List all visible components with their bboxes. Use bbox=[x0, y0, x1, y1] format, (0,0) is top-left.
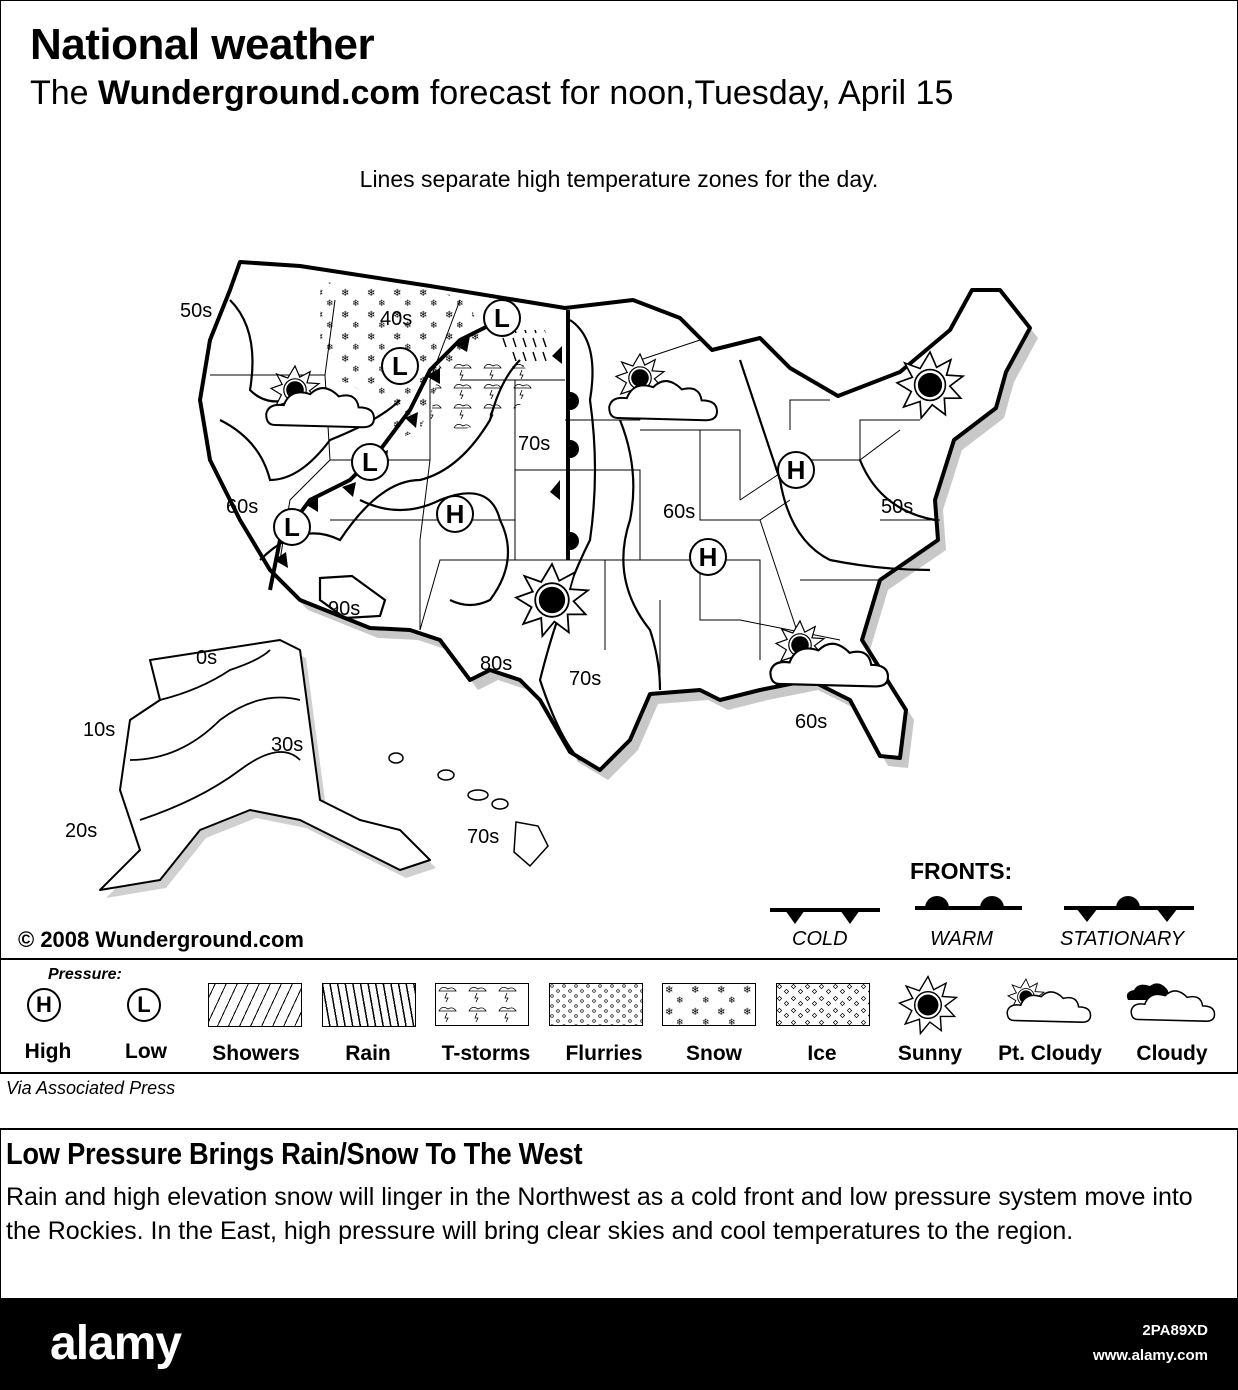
alaska-outline bbox=[100, 640, 430, 890]
svg-text:L: L bbox=[362, 447, 378, 477]
alamy-url: www.alamy.com bbox=[1092, 1347, 1208, 1364]
temperature-zone-label: 20s bbox=[65, 820, 98, 842]
svg-text:H: H bbox=[786, 455, 806, 485]
t-storms-swatch bbox=[435, 983, 530, 1027]
story-headline: Low Pressure Brings Rain/Snow To The West bbox=[6, 1136, 583, 1171]
temperature-zone-label: 10s bbox=[83, 719, 116, 741]
temperature-zone-label: 50s bbox=[881, 496, 914, 518]
warm-front-symbol bbox=[915, 896, 1022, 908]
map-caption: Lines separate high temperature zones for the day. bbox=[359, 166, 879, 192]
svg-text:L: L bbox=[392, 351, 408, 381]
temperature-zone-label: 60s bbox=[663, 501, 696, 523]
rain-swatch bbox=[322, 983, 416, 1027]
legend-rain-label: Rain bbox=[345, 1042, 391, 1065]
temperature-zone-label: 70s bbox=[467, 826, 500, 848]
subtitle-brand: Wunderground.com bbox=[98, 74, 421, 112]
cold-front-label: COLD bbox=[792, 928, 848, 950]
low-pressure-marker bbox=[274, 509, 310, 545]
fronts-legend-title: FRONTS: bbox=[910, 858, 1013, 884]
legend-low-label: Low bbox=[125, 1040, 167, 1063]
high-pressure-marker bbox=[437, 496, 473, 532]
temperature-zone-label: 70s bbox=[569, 668, 602, 690]
cold-front-symbol bbox=[770, 910, 880, 924]
ice-swatch bbox=[776, 983, 871, 1027]
pressure-legend-label: Pressure: bbox=[48, 966, 122, 983]
alamy-logo: alamy bbox=[50, 1317, 182, 1370]
image-id: 2PA89XD bbox=[1142, 1322, 1208, 1339]
svg-text:L: L bbox=[284, 512, 300, 542]
page-title: National weather bbox=[30, 20, 375, 69]
cloudy-icon bbox=[1122, 978, 1218, 1034]
low-pressure-marker bbox=[382, 348, 418, 384]
temperature-zone-label: 90s bbox=[328, 598, 361, 620]
low-pressure-marker bbox=[352, 444, 388, 480]
legend-cloudy-label: Cloudy bbox=[1136, 1042, 1208, 1065]
stationary-front-symbol bbox=[1064, 896, 1194, 922]
legend-flurries-label: Flurries bbox=[565, 1042, 643, 1065]
legend-snow-label: Snow bbox=[686, 1042, 742, 1065]
high-pressure-marker bbox=[690, 539, 726, 575]
temperature-zone-label: 70s bbox=[518, 433, 551, 455]
svg-text:H: H bbox=[445, 499, 465, 529]
low-pressure-symbol: L bbox=[127, 988, 161, 1022]
watermark-footer bbox=[0, 1298, 1238, 1390]
temperature-zone-label: 60s bbox=[226, 496, 259, 518]
subtitle-prefix: The bbox=[30, 74, 89, 112]
temperature-zone-label: 60s bbox=[795, 711, 828, 733]
stationary-front-label: STATIONARY bbox=[1060, 928, 1185, 950]
legend-high-label: High bbox=[24, 1040, 72, 1063]
story-body: Rain and high elevation snow will linger in the Northwest as a cold front and low pressure system move into the Rockies. In the East, high pressure will bring clear skies and cool temperatures to the region. bbox=[6, 1183, 1193, 1245]
legend-showers-label: Showers bbox=[212, 1042, 300, 1065]
legend-sunny-label: Sunny bbox=[897, 1042, 963, 1065]
high-pressure-marker bbox=[778, 452, 814, 488]
photo-credit: Via Associated Press bbox=[6, 1078, 176, 1098]
flurries-swatch bbox=[549, 983, 644, 1027]
temperature-zone-label: 40s bbox=[380, 308, 413, 330]
snow-swatch bbox=[662, 983, 757, 1027]
temperature-zone-label: 0s bbox=[196, 647, 218, 669]
high-pressure-symbol: H bbox=[27, 988, 61, 1022]
legend-pt-cloudy-label: Pt. Cloudy bbox=[998, 1042, 1102, 1065]
temperature-zone-label: 80s bbox=[480, 653, 513, 675]
svg-text:L: L bbox=[494, 303, 510, 333]
showers-swatch bbox=[208, 983, 302, 1027]
sunny-icon bbox=[896, 973, 960, 1037]
temperature-zone-label: 50s bbox=[180, 300, 213, 322]
legend-t-storms-label: T-storms bbox=[441, 1042, 531, 1065]
legend-ice-label: Ice bbox=[807, 1042, 837, 1065]
subtitle-suffix: forecast for noon,Tuesday, April 15 bbox=[429, 74, 954, 112]
temperature-zone-label: 30s bbox=[271, 734, 304, 756]
svg-text:H: H bbox=[698, 542, 718, 572]
copyright-notice: © 2008 Wunderground.com bbox=[18, 927, 304, 952]
pt-cloudy-icon bbox=[1000, 973, 1092, 1035]
low-pressure-marker bbox=[484, 300, 520, 336]
warm-front-label: WARM bbox=[930, 928, 993, 950]
